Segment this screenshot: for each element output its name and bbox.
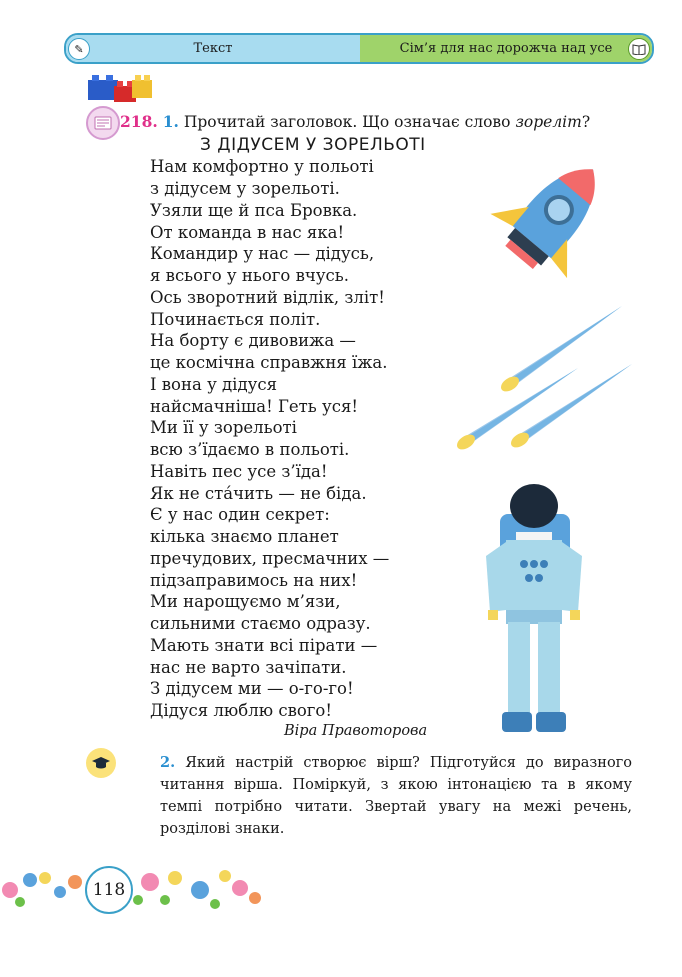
task-2-number: 2.	[160, 754, 176, 771]
poem-line: Нам комфортно у польоті	[150, 157, 374, 176]
poem-line: найсмачніша! Геть уся!	[150, 397, 359, 416]
poem-line: На борту є дивовижа —	[150, 331, 356, 350]
poem-line: От команда в нас яка!	[150, 223, 345, 242]
stanza-2	[150, 243, 385, 331]
rocket-illustration	[468, 148, 628, 298]
pen-icon: ✎	[68, 38, 90, 60]
poem-line: підзаправимось на них!	[150, 571, 358, 590]
comets-illustration	[450, 300, 640, 450]
stanza-5	[150, 504, 389, 592]
poem-line: це космічна справжня їжа.	[150, 353, 388, 372]
poem-line: І вона у дідуся	[150, 375, 277, 394]
poem-author: Віра Правоторова	[284, 723, 428, 739]
task-number: 218.	[120, 112, 158, 131]
header-right-title: Сім’я для нас дорожча над усе	[399, 41, 613, 56]
poem-line: пречудових, пресмачних —	[150, 549, 390, 568]
poem-line: Дідуся люблю свого!	[150, 701, 332, 720]
task-italic-word: зореліт	[515, 113, 582, 131]
poem-line: нас не варто зачіпати.	[150, 658, 347, 677]
graduation-cap-icon	[86, 748, 116, 778]
task-1	[120, 112, 590, 131]
stanza-4	[150, 417, 367, 505]
task-sub-number: 1.	[162, 112, 179, 131]
poem-line: З дідусем ми — о-го-го!	[150, 679, 354, 698]
task-2	[160, 752, 632, 840]
poem-line: кілька знаємо планет	[150, 527, 339, 546]
poem-line: Навіть пес усе з’їда!	[150, 462, 328, 481]
task-2-text: Який настрій створює вірш? Підготуйся до виразного читання вірша. Поміркуй, з якою інтонацією та в якому темпі потрібно читати. Звертай увагу на межі речень, розділові знаки.	[160, 755, 633, 837]
stanza-1	[150, 156, 374, 244]
poem-line: Ось зворотний відлік, зліт!	[150, 288, 385, 307]
poem-line: Командир у нас — дідусь,	[150, 244, 375, 263]
header-left-title: Текст	[193, 41, 233, 56]
task-end: ?	[581, 113, 591, 131]
stanza-6	[150, 591, 377, 679]
astronaut-illustration	[476, 482, 594, 744]
poem-line: Як не ста́чить — не біда.	[150, 484, 367, 503]
poem-line: Починається політ.	[150, 310, 321, 329]
poem-line: всю з’їдаємо в польоті.	[150, 440, 350, 459]
stanza-7	[150, 678, 354, 722]
poem-line: з дідусем у зорельоті.	[150, 179, 340, 198]
poem-title: З ДІДУСЕМ У ЗОРЕЛЬОТІ	[200, 135, 426, 155]
poem-line: Є у нас один секрет:	[150, 505, 330, 524]
task-text: Прочитай заголовок. Що означає слово	[183, 113, 511, 131]
page-number: 118	[85, 866, 133, 914]
reading-icon	[86, 106, 120, 140]
poem-line: Узяли ще й пса Бровка.	[150, 201, 358, 220]
poem-line: сильними стаємо одразу.	[150, 614, 371, 633]
header-right	[360, 35, 652, 62]
bricks-icon	[86, 70, 156, 104]
poem-line: Ми нарощуємо м’язи,	[150, 592, 341, 611]
poem-line: Ми її у зорельоті	[150, 418, 297, 437]
page-header	[64, 33, 654, 64]
poem-line: Мають знати всі пірати —	[150, 636, 378, 655]
stanza-3	[150, 330, 388, 418]
book-icon	[628, 38, 650, 60]
header-left	[66, 35, 360, 62]
poem-line: я всього у нього вчусь.	[150, 266, 349, 285]
